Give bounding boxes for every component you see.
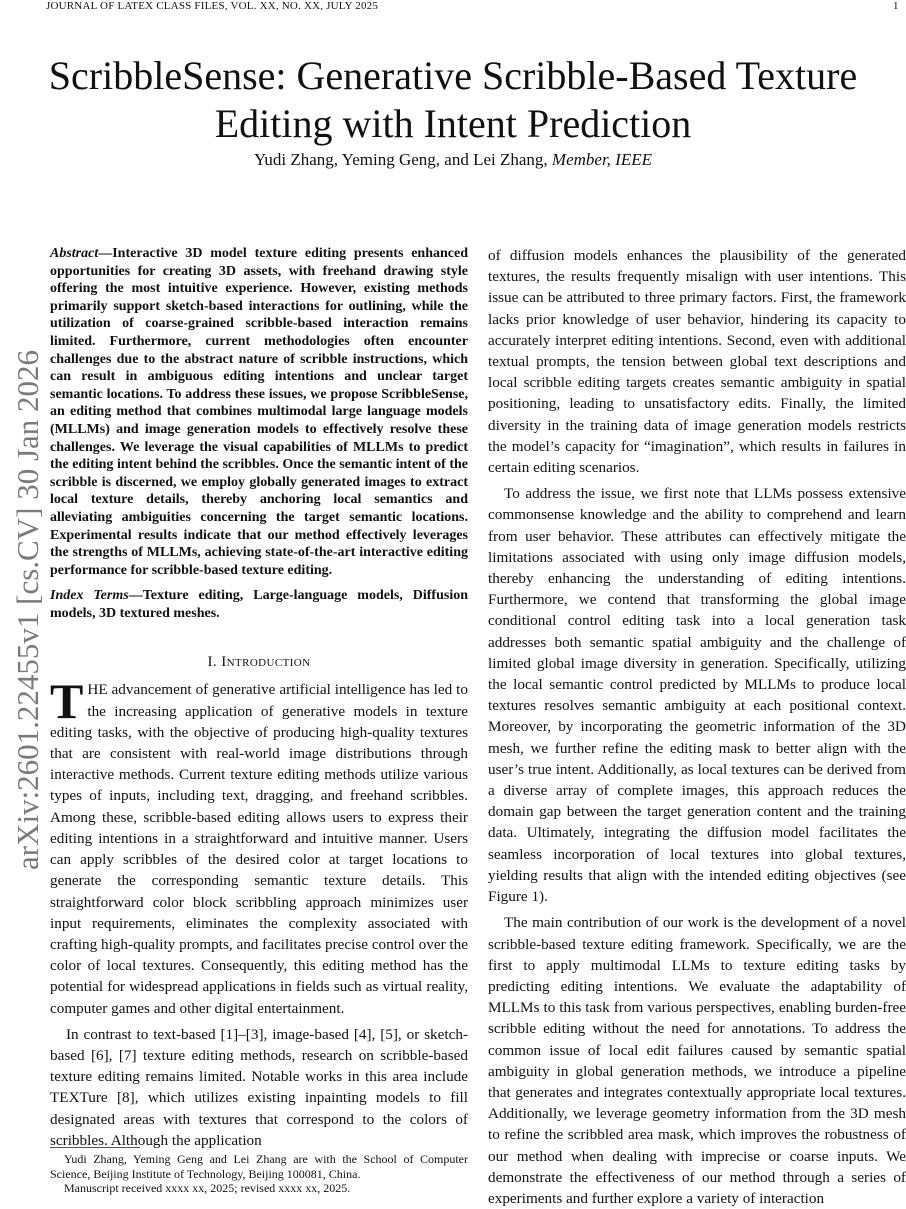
author-membership: Member, IEEE — [551, 150, 652, 169]
author-line — [40, 150, 866, 170]
section-heading — [50, 654, 468, 671]
drop-cap: T — [50, 673, 84, 730]
footnote — [50, 1152, 468, 1196]
paper-title: ScribbleSense: Generative Scribble-Based Texture Editing with Intent Prediction — [48, 53, 858, 146]
index-terms-label: Index Terms — [50, 588, 129, 604]
footnote-affiliation: Yudi Zhang, Yeming Geng and Lei Zhang are with the School of Computer Science, Beijing Institute of Technology, Beijing 100081, China. — [50, 1152, 468, 1181]
intro-paragraph-1-text: HE advancement of generative artificial intelligence has led to the increasing application of generative models in texture editing tasks, with the objective of producing high-quality textures that are consistent with real-world image distributions through interactive methods. Current texture editing methods utilize various types of inputs, including text, dragging, and freehand scribbles. Among these, scribble-based editing allows users to express their editing intentions in a straightforward and intuitive manner. Users can apply scribbles of the desired color at target locations to generate the corresponding semantic texture details. This straightforward color block scribbling approach minimizes user input requirements, eliminates the complexity associated with crafting high-quality prompts, and facilitates precise control over the color of local textures. Consequently, this editing method has the potential for widespread applications in fields such as virtual reality, computer games and other digital entertainment. — [50, 681, 468, 1017]
intro-paragraph-1 — [50, 673, 468, 1018]
abstract — [50, 245, 468, 579]
footnote-rule — [50, 1147, 140, 1148]
footnote-manuscript: Manuscript received xxxx xx, 2025; revised xxxx xx, 2025. — [64, 1181, 351, 1196]
right-column — [488, 245, 906, 1209]
left-column — [50, 245, 468, 1151]
intro-paragraph-2: In contrast to text-based [1]–[3], image-based [4], [5], or sketch-based [6], [7] texture editing methods, research on scribble-based texture editing remains limited. Notable works in this area include TEXTure [8], which utilizes existing inpainting models to fill designated areas with textures that correspond to the colors of scribbles. Although the application — [50, 1025, 468, 1149]
abstract-label: Abstract — [50, 246, 99, 261]
abstract-text: —Interactive 3D model texture editing presents enhanced opportunities for creating 3D assets, with freehand drawing style offering the most intuitive experience. However, existing methods primarily support sketch-based interactions for outlining, while the utilization of coarse-grained scribble-based interaction remains limited. Furthermore, current methodologies often encounter challenges due to the abstract nature of scribble instructions, which can result in ambiguous editing intentions and unclear target semantic locations. To address these issues, we propose ScribbleSense, an editing method that combines multimodal large language models (MLLMs) and image generation models to effectively resolve these challenges. We leverage the visual capabilities of MLLMs to predict the editing intent behind the scribbles. Once the semantic intent of the scribble is discerned, we employ globally generated images to extract local texture details, thereby anchoring local semantics and alleviating ambiguities concerning the target semantic locations. Experimental results indicate that our method effectively leverages the strengths of MLLMs, achieving state-of-the-art interactive editing performance for scribble-based texture editing. — [50, 246, 468, 578]
running-head: JOURNAL OF LATEX CLASS FILES, VOL. XX, NO. XX, JULY 2025 — [46, 0, 379, 12]
index-terms — [50, 587, 468, 622]
arxiv-id[interactable]: arXiv:2601.22455v1 [cs.CV] 30 Jan 2026 — [10, 349, 45, 871]
intro-paragraph-5: The main contribution of our work is the development of a novel scribble-based texture editing framework. Specifically, we are the first to apply multimodal LLMs to texture editing tasks by predicting editing intentions. We evaluate the adaptability of MLLMs to this task from various perspectives, enabling burden-free scribble editing without the need for annotations. To address the common issue of local edit failures caused by semantic spatial ambiguity in global generation methods, we introduce a pipeline that generates and integrates contextually appropriate local textures. Additionally, we leverage geometry information from the 3D mesh to refine the scribbled area mask, which improves the robustness of our method when dealing with imprecise or coarse inputs. We demonstrate the effectiveness of our method through a series of experiments and further explore a variety of interaction — [488, 914, 906, 1207]
page-number: 1 — [893, 0, 899, 12]
intro-paragraph-3: of diffusion models enhances the plausibility of the generated textures, the results frequently misalign with user intentions. This issue can be attributed to three primary factors. First, the framework lacks prior knowledge of user behavior, hindering its capacity to accurately interpret editing intentions. Second, even with additional textual prompts, the tension between global text descriptions and local scribble editing targets creates semantic ambiguity in spatial positioning, leading to unsatisfactory edits. Finally, the limited diversity in the training data of image generation models restricts the model’s capacity for “imagination”, which results in failures in certain editing scenarios. — [488, 247, 906, 477]
section-title: Introduction — [221, 654, 311, 671]
index-terms-text: —Texture editing, Large-language models, Diffusion models, 3D textured meshes. — [50, 588, 468, 621]
section-number: I. — [207, 654, 218, 671]
intro-paragraph-4: To address the issue, we first note that LLMs possess extensive commonsense knowledge and the ability to comprehend and learn from user behavior. These attributes can effectively mitigate the limitations associated with using only image diffusion models, thereby enhancing the understanding of editing intentions. Furthermore, we contend that transforming the global image conditional control editing task into a local generation task addresses both semantic spatial ambiguity and the challenge of limited global image diversity in generation. Specifically, utilizing the local semantic control predicted by MLLMs to produce local textures resolves semantic ambiguity at each positional context. Moreover, by incorporating the geometric information of the 3D mesh, we further refine the editing mask to better align with the user’s true intent. Additionally, as local textures can be derived from a diverse array of complete images, this approach reduces the domain gap between the target generation content and the training data. Ultimately, integrating the diffusion model facilitates the seamless incorporation of local textures into global textures, yielding results that align with the intended editing objectives (see Figure 1). — [488, 485, 906, 906]
author-names: Yudi Zhang, Yeming Geng, and Lei Zhang, — [253, 150, 548, 169]
